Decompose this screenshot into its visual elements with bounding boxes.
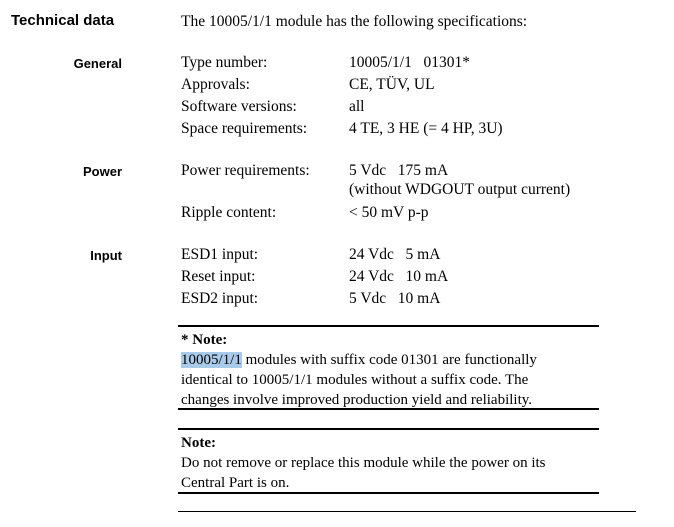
note-heading: Note: [181,435,216,451]
note2-bottom-rule [178,492,599,494]
spec-value-reset-input: 24 Vdc 10 mA [349,268,449,285]
intro-text: The 10005/1/1 module has the following specifications: [181,13,528,30]
spec-value-power-requirements: 5 Vdc 175 mA [349,162,449,179]
star-note [181,330,596,410]
spec-value-approvals: CE, TÜV, UL [349,76,435,93]
spec-value-space-requirements: 4 TE, 3 HE (= 4 HP, 3U) [349,120,503,137]
note-line1: Do not remove or replace this module while the power on its [181,455,546,471]
spec-label-esd2-input: ESD2 input: [181,290,259,307]
section-label-general: General [73,56,122,71]
note-line2: Central Part is on. [181,475,290,491]
note-top-rule [178,325,599,327]
spec-value-software-versions: all [349,98,365,115]
section-label-power: Power [82,164,122,179]
section-label-input: Input [90,248,122,263]
spec-label-space-requirements: Space requirements: [181,120,308,137]
spec-label-ripple-content: Ripple content: [181,204,277,221]
caution-note [181,433,596,493]
spec-value-type-number: 10005/1/1 01301* [349,54,470,71]
star-note-heading: * Note: [181,332,228,348]
spec-value-power-requirements-note: (without WDGOUT output current) [349,181,571,198]
spec-label-power-requirements: Power requirements: [181,162,310,179]
spec-label-software-versions: Software versions: [181,98,297,115]
note-bottom-rule [178,408,599,410]
star-note-line2: identical to 10005/1/1 modules without a suffix code. The [181,372,529,388]
spec-value-esd1-input: 24 Vdc 5 mA [349,246,441,263]
note2-top-rule [178,428,599,430]
footer-rule [178,511,636,512]
spec-value-esd2-input: 5 Vdc 10 mA [349,290,441,307]
spec-label-esd1-input: ESD1 input: [181,246,259,263]
star-note-line3: changes involve improved production yield and reliability. [181,392,533,408]
spec-label-type-number: Type number: [181,54,268,71]
spec-label-reset-input: Reset input: [181,268,256,285]
page-title: Technical data [11,12,115,29]
star-note-line1: modules with suffix code 01301 are functionally [241,352,537,368]
spec-label-approvals: Approvals: [181,76,250,93]
highlighted-selection[interactable]: 10005/1/1 [181,352,242,368]
spec-value-ripple-content: < 50 mV p-p [349,204,429,221]
